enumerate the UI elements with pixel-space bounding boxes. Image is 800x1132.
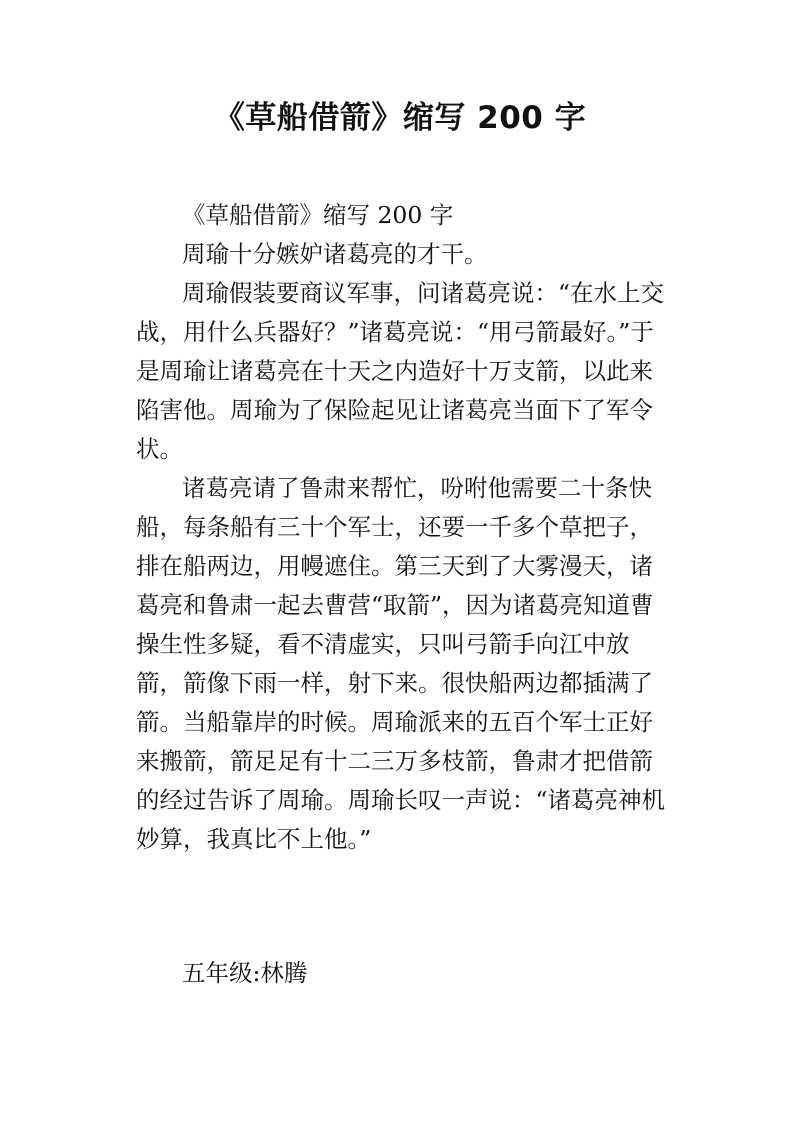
paragraph-2: 周瑜假装要商议军事，问诸葛亮说：“在水上交战，用什么兵器好？”诸葛亮说：“用弓箭最好。”于是周瑜让诸葛亮在十天之内造好十万支箭，以此来陷害他。周瑜为了保险起见让诸葛亮当面下了军令状。 — [136, 279, 665, 463]
article-body — [136, 196, 676, 859]
paragraph-1: 周瑜十分嫉妒诸葛亮的才干。 — [182, 240, 488, 268]
paragraph-3: 诸葛亮请了鲁肃来帮忙，吩咐他需要二十条快船，每条船有三十个军士，还要一千多个草把子，排在船两边，用幔遮住。第三天到了大雾漫天，诸葛亮和鲁肃一起去曹营“取箭”，因为诸葛亮知道曹操生性多疑，看不清虚实，只叫弓箭手向江中放箭，箭像下雨一样，射下来。很快船两边都插满了箭。当船靠岸的时候。周瑜派来的五百个军士正好来搬箭，箭足足有十二三万多枝箭，鲁肃才把借箭的经过告诉了周瑜。周瑜长叹一声说：“诸葛亮神机妙算，我真比不上他。” — [136, 474, 666, 853]
author-signature: 五年级:林腾 — [182, 959, 308, 987]
page-title: 《草船借箭》缩写 200 字 — [213, 100, 587, 136]
article-subtitle: 《草船借箭》缩写 200 字 — [182, 201, 454, 229]
